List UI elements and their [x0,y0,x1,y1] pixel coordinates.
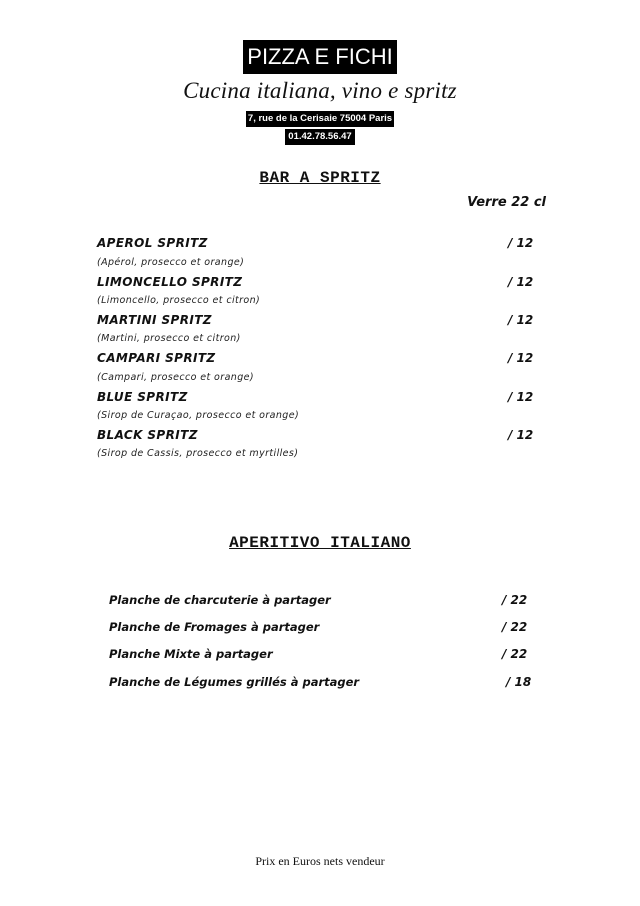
spritz-item-name: LIMONCELLO SPRITZ [97,275,243,289]
section-title-aperitivo: APERITIVO ITALIANO [229,534,411,552]
price-note: Prix en Euros nets vendeur [255,854,385,868]
spritz-item-description: (Sirop de Cassis, prosecco et myrtilles) [97,448,299,459]
aperitivo-item-name: Planche de Légumes grillés à partager [109,675,360,689]
aperitivo-item-name: Planche de charcuterie à partager [109,593,331,607]
tagline: Cucina italiana, vino e spritz [183,78,457,103]
spritz-item-description: (Limoncello, prosecco et citron) [97,295,261,306]
aperitivo-item-price: / 18 [506,675,532,689]
spritz-item-name: BLACK SPRITZ [97,428,198,442]
spritz-item-description: (Martini, prosecco et citron) [97,333,241,344]
address [0,108,640,127]
spritz-item-description: (Campari, prosecco et orange) [97,372,255,383]
serving-size: Verre 22 cl [467,195,546,210]
aperitivo-item-price: / 22 [502,620,528,634]
spritz-item-description: (Apérol, prosecco et orange) [97,257,245,268]
spritz-item-price: / 12 [508,428,534,442]
spritz-item-description: (Sirop de Curaçao, prosecco et orange) [97,410,300,421]
spritz-item-name: BLUE SPRITZ [97,390,188,404]
address-text: 7, rue de la Cerisaie 75004 Paris [246,111,394,127]
spritz-item-price: / 12 [508,351,534,365]
section-title-bar-spritz: BAR A SPRITZ [259,169,381,187]
phone-number-text: 01.42.78.56.47 [285,129,354,145]
phone-number [0,126,640,145]
spritz-item-name: CAMPARI SPRITZ [97,351,216,365]
aperitivo-item-name: Planche de Fromages à partager [109,620,320,634]
spritz-item-name: MARTINI SPRITZ [97,313,212,327]
restaurant-name [0,40,640,74]
spritz-item-price: / 12 [508,236,534,250]
aperitivo-item-name: Planche Mixte à partager [109,647,273,661]
spritz-item-name: APEROL SPRITZ [97,236,208,250]
spritz-item-price: / 12 [508,313,534,327]
spritz-item-price: / 12 [508,275,534,289]
spritz-item-price: / 12 [508,390,534,404]
aperitivo-item-price: / 22 [502,593,528,607]
restaurant-name-text: PIZZA E FICHI [243,40,396,74]
aperitivo-item-price: / 22 [502,647,528,661]
